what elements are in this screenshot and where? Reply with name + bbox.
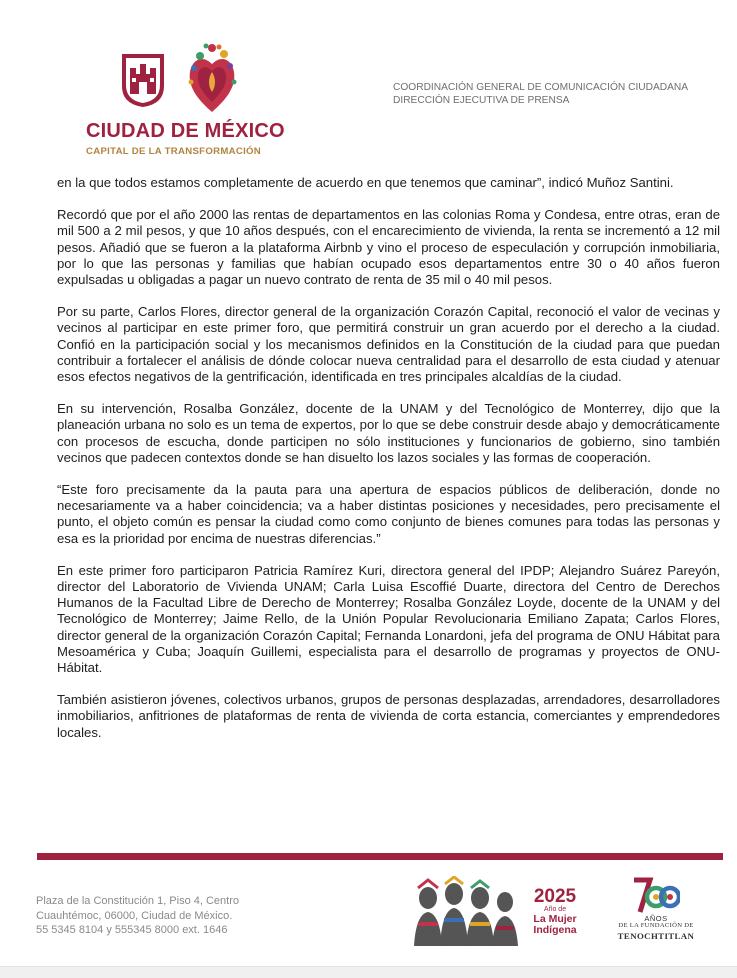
org-line-2: DIRECCIÓN EJECUTIVA DE PRENSA: [393, 95, 570, 106]
paragraph: En este primer foro participaron Patricia Ramírez Kuri, directora general del IPDP; Alejandro Suárez Pareyón, director del Laboratorio de Vivienda UNAM; Carla Luisa Escoffié Duarte, directora del Centro de Derechos Humanos de la Facultad Libre de Derecho de Monterrey; Rosalba González Loyde, docente de la UNAM y del Tecnológico de Monterrey; Jaime Rello, de la Unión Popular Revolucionaria Emiliano Zapata; Carlos Flores, director general de la organización Corazón Capital; Fernanda Lonardoni, jefa del programa de ONU Hábitat para Mesoamérica y Cuba; Joaquín Guillemi, especialista para el desarrollo de programas y proyectos de ONU-Hábitat.: [57, 562, 720, 676]
paragraph: También asistieron jóvenes, colectivos urbanos, grupos de personas desplazadas, arrendadores, desarrolladores inmobiliarios, anfitriones de plataformas de renta de vivienda de corta estancia, comerciantes y emprendedores locales.: [57, 692, 720, 740]
footer-divider: [37, 853, 723, 860]
anniversary-years-label: AÑOS: [644, 914, 668, 923]
anniversary-caption: DE LA FUNDACIÓN DE: [618, 922, 694, 929]
page-header: [0, 0, 737, 170]
year-theme-line-1: La Mujer: [533, 913, 577, 925]
coat-of-arms-icon: [120, 52, 166, 108]
anniversary-city: TENOCHTITLAN: [617, 931, 695, 941]
anniversary-number-graphic: [632, 876, 680, 916]
heart-emblem-icon: [186, 42, 238, 114]
phone-line: 55 5345 8104 y 555345 8000 ext. 1646: [36, 924, 228, 937]
footer-address: [36, 894, 239, 938]
address-line-1: Plaza de la Constitución 1, Piso 4, Centro: [36, 895, 240, 907]
organization-heading: [393, 81, 688, 107]
logo-subtitle: CAPITAL DE LA TRANSFORMACIÓN: [86, 146, 262, 157]
year-caption: Año de: [543, 906, 567, 913]
address-line-2: Cuauhtémoc, 06000, Ciudad de México.: [36, 909, 233, 922]
paragraph: en la que todos estamos completamente de acuerdo en que tenemos que caminar”, indicó Muñoz Santini.: [57, 175, 674, 190]
paragraph: Por su parte, Carlos Flores, director general de la organización Corazón Capital, reconoció el valor de vecinas y vecinos al participar en este primer foro, que permitirá construir un gran acuerdo por el derecho a la ciudad. Confió en la participación social y los mecanismos definidos en la Constitución de la ciudad para que puedan contribuir a fortalecer el análisis de dónde colocar nueva centralidad para el desarrollo de esta ciudad y atenuar esos efectos negativos de la gentrificación, identificada en tres principales alcaldías de la ciudad.: [57, 304, 720, 385]
paragraph: En su intervención, Rosalba González, docente de la UNAM y del Tecnológico de Monterrey, dijo que la planeación urbana no solo es un tema de expertos, por lo que se debe construir desde abajo y democráticamente con procesos de escucha, donde participen no sólo instituciones y funcionarios de gobierno, sino también vecinos que padecen contextos donde se han disuelto los lazos sociales y las formas de cooperación.: [57, 401, 720, 465]
year-badge: [526, 888, 584, 936]
quote-paragraph: “Este foro precisamente da la pauta para una apertura de espacios públicos de deliberación, donde no necesariamente va a haber coincidencia; va a haber distintas posiciones y necesidades, pero precisamente el punto, el objeto común es pensar la ciudad como como conjunto de bienes comunes para todas las personas y esa es la prioridad por encima de nuestras diferencias.”: [57, 482, 720, 546]
press-release-body: [57, 175, 720, 757]
year-number: 2025: [533, 886, 577, 907]
anniversary-badge: [606, 876, 706, 946]
year-theme-line-2: Indígena: [533, 924, 577, 936]
next-page-edge: [0, 966, 737, 978]
org-line-1: COORDINACIÓN GENERAL DE COMUNICACIÓN CIUDADANA: [393, 82, 689, 93]
indigenous-women-illustration-icon: [410, 876, 522, 946]
paragraph: Recordó que por el año 2000 las rentas de departamentos en las colonias Roma y Condesa, entre otras, eran de mil 500 a 2 mil pesos, y que 10 años después, con el encarecimiento de vivienda, la renta se incrementó a 12 mil pesos. Añadió que se fueron a la plataforma Airbnb y vino el proceso de especulación y corrupción inmobiliaria, por lo que las personas y familias que habían ocupado esos departamentos entre 30 o 40 años fueron expulsadas u obligadas a pagar un nuevo contrato de renta de 35 mil o 40 mil pesos.: [57, 207, 720, 288]
logo-title: CIUDAD DE MÉXICO: [86, 120, 285, 142]
